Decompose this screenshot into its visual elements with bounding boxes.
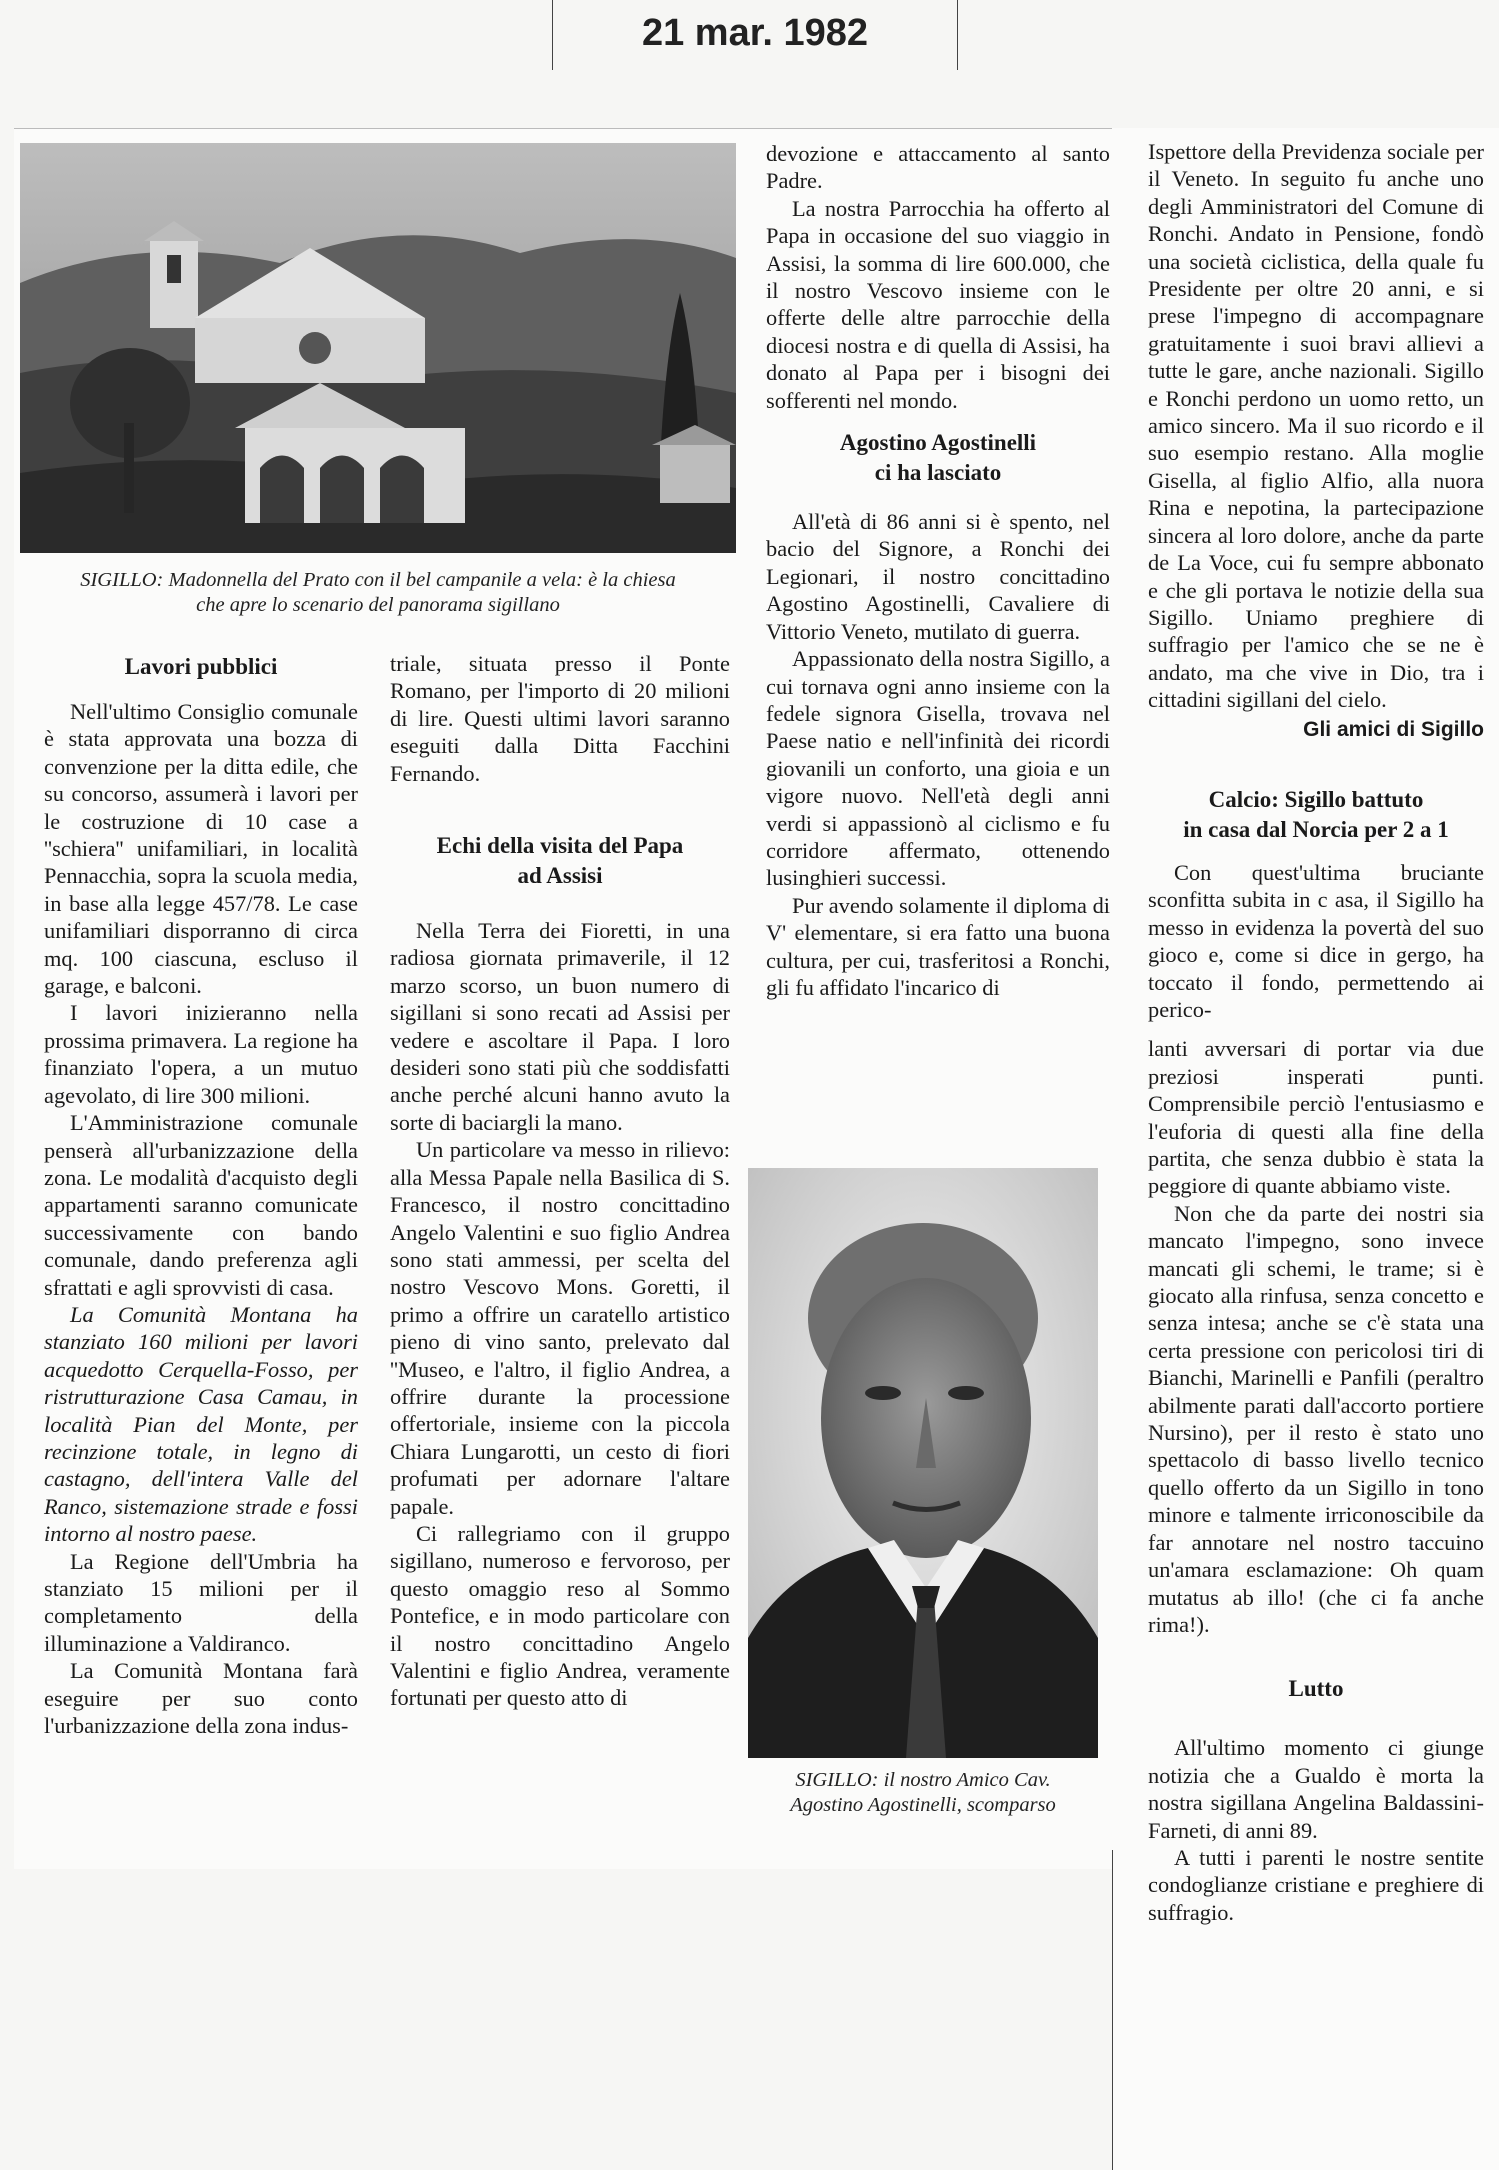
lavori-paragraph-7: triale, situata presso il Ponte Romano, per l'importo di 20 milioni di lire. Questi ultimi lavori saranno eseguiti dalla Ditta Facchini Fernando. bbox=[390, 651, 730, 786]
calcio-title-line1: Calcio: Sigillo battuto bbox=[1208, 786, 1424, 812]
fourth-column bbox=[1148, 138, 1484, 1926]
portrait-caption-line1: SIGILLO: il nostro Amico Cav. bbox=[795, 1769, 1051, 1791]
lavori-paragraph-4: La Comunità Montana ha stanziato 160 milioni per lavori acquedotto Cerquella-Fosso, per ristrutturazione Casa Camau, in località Pian del Monte, per recinzione totale, in legno di castagno, dell'intera Valle del Ranco, sistemazione strade e fossi intorno al nostro paese. bbox=[44, 1301, 358, 1547]
calcio-paragraph-2: lanti avversari di portar via due preziosi insperati punti. Comprensibile perciò l'entusiasmo e l'euforia di questi alla fine della partita, che senza dubbio è stata la peggiore di quante abbiamo viste. bbox=[1148, 1036, 1484, 1199]
agostinelli-title-line1: Agostino Agostinelli bbox=[839, 430, 1037, 456]
cut-line bbox=[1112, 1850, 1113, 2170]
portrait-illustration bbox=[748, 1168, 1098, 1758]
agostinelli-paragraph-1: All'età di 86 anni si è spento, nel bacio del Signore, a Ronchi dei Legionari, il nostro concittadino Agostino Agostinelli, Cavaliere di Vittorio Veneto, mutilato di guerra. bbox=[766, 509, 1110, 644]
echi-paragraph-4: devozione e attaccamento al santo Padre. bbox=[766, 141, 1110, 194]
echi-paragraph-3: Ci rallegriamo con il gruppo sigillano, numeroso e fervoroso, per questo omaggio reso al Sommo Pontefice, e in modo particolare con il nostro concittadino Angelo Valentini e figlio Andrea, veramente fortunati per questo atto di bbox=[390, 1520, 730, 1711]
third-column-top bbox=[766, 140, 1110, 1001]
church-illustration bbox=[20, 143, 736, 553]
church-caption-line2: che apre lo scenario del panorama sigillano bbox=[196, 594, 560, 616]
lutto-title: Lutto bbox=[1288, 1676, 1344, 1702]
calcio-paragraph-1: Con quest'ultima bruciante sconfitta subita in c asa, il Sigillo ha messo in evidenza la povertà del suo gioco e, come si dice in gergo, ha toccato il fondo, permettendo ai perico- bbox=[1148, 859, 1484, 1022]
lavori-paragraph-3: L'Amministrazione comunale penserà all'urbanizzazione della zona. Le modalità d'acquisto degli appartamenti saranno comunicate successivamente con bando comunale, dando preferenza agli sfrattati e agli sprovvisti di casa. bbox=[44, 1110, 358, 1300]
echi-title-line1: Echi della visita del Papa bbox=[436, 833, 684, 859]
portrait-caption-line2: Agostino Agostinelli, scomparso bbox=[790, 1794, 1056, 1816]
lavori-paragraph-5: La Regione dell'Umbria ha stanziato 15 milioni per il completamento della illuminazione a Valdiranco. bbox=[44, 1548, 358, 1656]
echi-paragraph-5: La nostra Parrocchia ha offerto al Papa in occasione del suo viaggio in Assisi, la somma di lire 600.000, che il nostro Vescovo insieme con le offerte delle altre parrocchie della diocesi nostra e di quella di Assisi, ha donato al Papa per i bisogni dei sofferenti nel mondo. bbox=[766, 195, 1110, 413]
calcio-title-line2: in casa dal Norcia per 2 a 1 bbox=[1183, 816, 1449, 842]
echi-paragraph-2: Un particolare va messo in rilievo: alla Messa Papale nella Basilica di S. Francesco, il nostro concittadino Angelo Valentini e suo figlio Andrea sono stati ammessi, per scelta del nostro Vescovo Mons. Goretti, il primo a offrire un caratello artistico pieno di vino santo, prelevato dal ''Museo, e l'altro, il figlio Andrea, a offrire durante la processione offertoriale, insieme con la piccola Chiara Lungarotti, un cesto di fiori profumati per adornare l'altare papale. bbox=[390, 1137, 730, 1519]
calcio-paragraph-3: Non che da parte dei nostri sia mancato l'impegno, sono invece mancati gli schemi, le trame; si è giocato alla rinfusa, senza concetto e senza intesa; anche se c'è stata una certa pressione con pericolosi tiri di Bianchi, Marinelli e Panfili (peraltro abilmente parati dall'accorto portiere Nursino), per il resto è stato uno spettacolo di basso livello tecnico quello offerto da un Sigillo in tono minore e talmente irriconoscibile da far annotare nel nostro taccuino un'amara esclamazione: Oh quam mutatus ab illo! (che ci fa anche rima!). bbox=[1148, 1200, 1484, 1637]
agostinelli-signature: Gli amici di Sigillo bbox=[1303, 717, 1484, 741]
echi-title-line2: ad Assisi bbox=[517, 863, 603, 889]
agostinelli-paragraph-3: Pur avendo solamente il diploma di V' elementare, si era fatto una buona cultura, per cui, trasferitosi a Ronchi, gli fu affidato l'incarico di bbox=[766, 892, 1110, 1000]
portrait-photo bbox=[748, 1168, 1098, 1758]
date-text: 21 mar. 1982 bbox=[641, 12, 869, 54]
lutto-paragraph-2: A tutti i parenti le nostre sentite condoglianze cristiane e preghiere di suffragio. bbox=[1148, 1844, 1484, 1925]
date-stamp bbox=[552, 0, 958, 70]
portrait-photo-caption bbox=[742, 1768, 1104, 1818]
echi-paragraph-1: Nella Terra dei Fioretti, in una radiosa giornata primaverile, il 12 marzo scorso, un buon numero di sigillani si sono recati ad Assisi per vedere e ascoltare il Papa. I loro desideri sono stati più che soddisfatti anche perché alcuni hanno avuto la sorte di baciargli la mano. bbox=[390, 918, 730, 1135]
lavori-paragraph-2: I lavori inizieranno nella prossima primavera. La regione ha finanziato l'opera, a un mutuo agevolato, di lire 300 milioni. bbox=[44, 1000, 358, 1108]
church-caption-line1: SIGILLO: Madonnella del Prato con il bel campanile a vela: è la chiesa bbox=[80, 569, 676, 591]
middle-column bbox=[390, 650, 730, 1712]
lavori-paragraph-1: Nell'ultimo Consiglio comunale è stata approvata una bozza di convenzione per la ditta edile, che su concorso, assumerà i lavori per le costruzione di 10 case a ''schiera'' unifamiliari, in località Pennacchia, sopra la scuola media, in base alla legge 457/78. Le case unifamiliari disporranno di circa mq. 100 ciascuna, escluso il garage, e balconi. bbox=[44, 699, 358, 999]
lavori-column bbox=[44, 652, 358, 1739]
lavori-paragraph-6: La Comunità Montana farà eseguire per suo conto l'urbanizzazione della zona indus- bbox=[44, 1658, 358, 1739]
church-photo-caption bbox=[20, 568, 736, 618]
lavori-title: Lavori pubblici bbox=[124, 654, 278, 679]
agostinelli-title-line2: ci ha lasciato bbox=[874, 460, 1002, 486]
church-photo bbox=[20, 143, 736, 553]
agostinelli-paragraph-2: Appassionato della nostra Sigillo, a cui tornava ogni anno insieme con la fedele signora Gisella, trovava nel Paese natio e nell'infinità dei ricordi giovanili un conforto, una gioia e un vigore nuovo. Nell'età degli anni verdi si appassionò al ciclismo e fu corridore affermato, ottenendo lusinghieri successi. bbox=[766, 646, 1110, 891]
lutto-paragraph-1: All'ultimo momento ci giunge notizia che a Gualdo è morta la nostra sigillana Angelina Baldassini-Farneti, di anni 89. bbox=[1148, 1735, 1484, 1843]
agostinelli-paragraph-4: Ispettore della Previdenza sociale per il Veneto. In seguito fu anche uno degli Amministratori del Comune di Ronchi. Andato in Pensione, fondò una società ciclistica, della quale fu Presidente per oltre 20 anni, e si prese l'impegno di accompagnare gratuitamente i suoi bravi allievi a tutte le gare, anche nazionali. Sigillo e Ronchi perdono un uomo retto, un amico sincero. Ma il suo ricordo e il suo esempio restano. Alla moglie Gisella, al figlio Alfio, alla nuora Rina e nepotina, la partecipazione sincera al loro dolore, anche da parte de La Voce, cui fu sempre abbonato e che gli portava le notizie della sua Sigillo. Uniamo preghiere di suffragio per l'amico che se ne è andato, ma che vive in Dio, tra i cittadini sigillani del cielo. bbox=[1148, 139, 1484, 713]
